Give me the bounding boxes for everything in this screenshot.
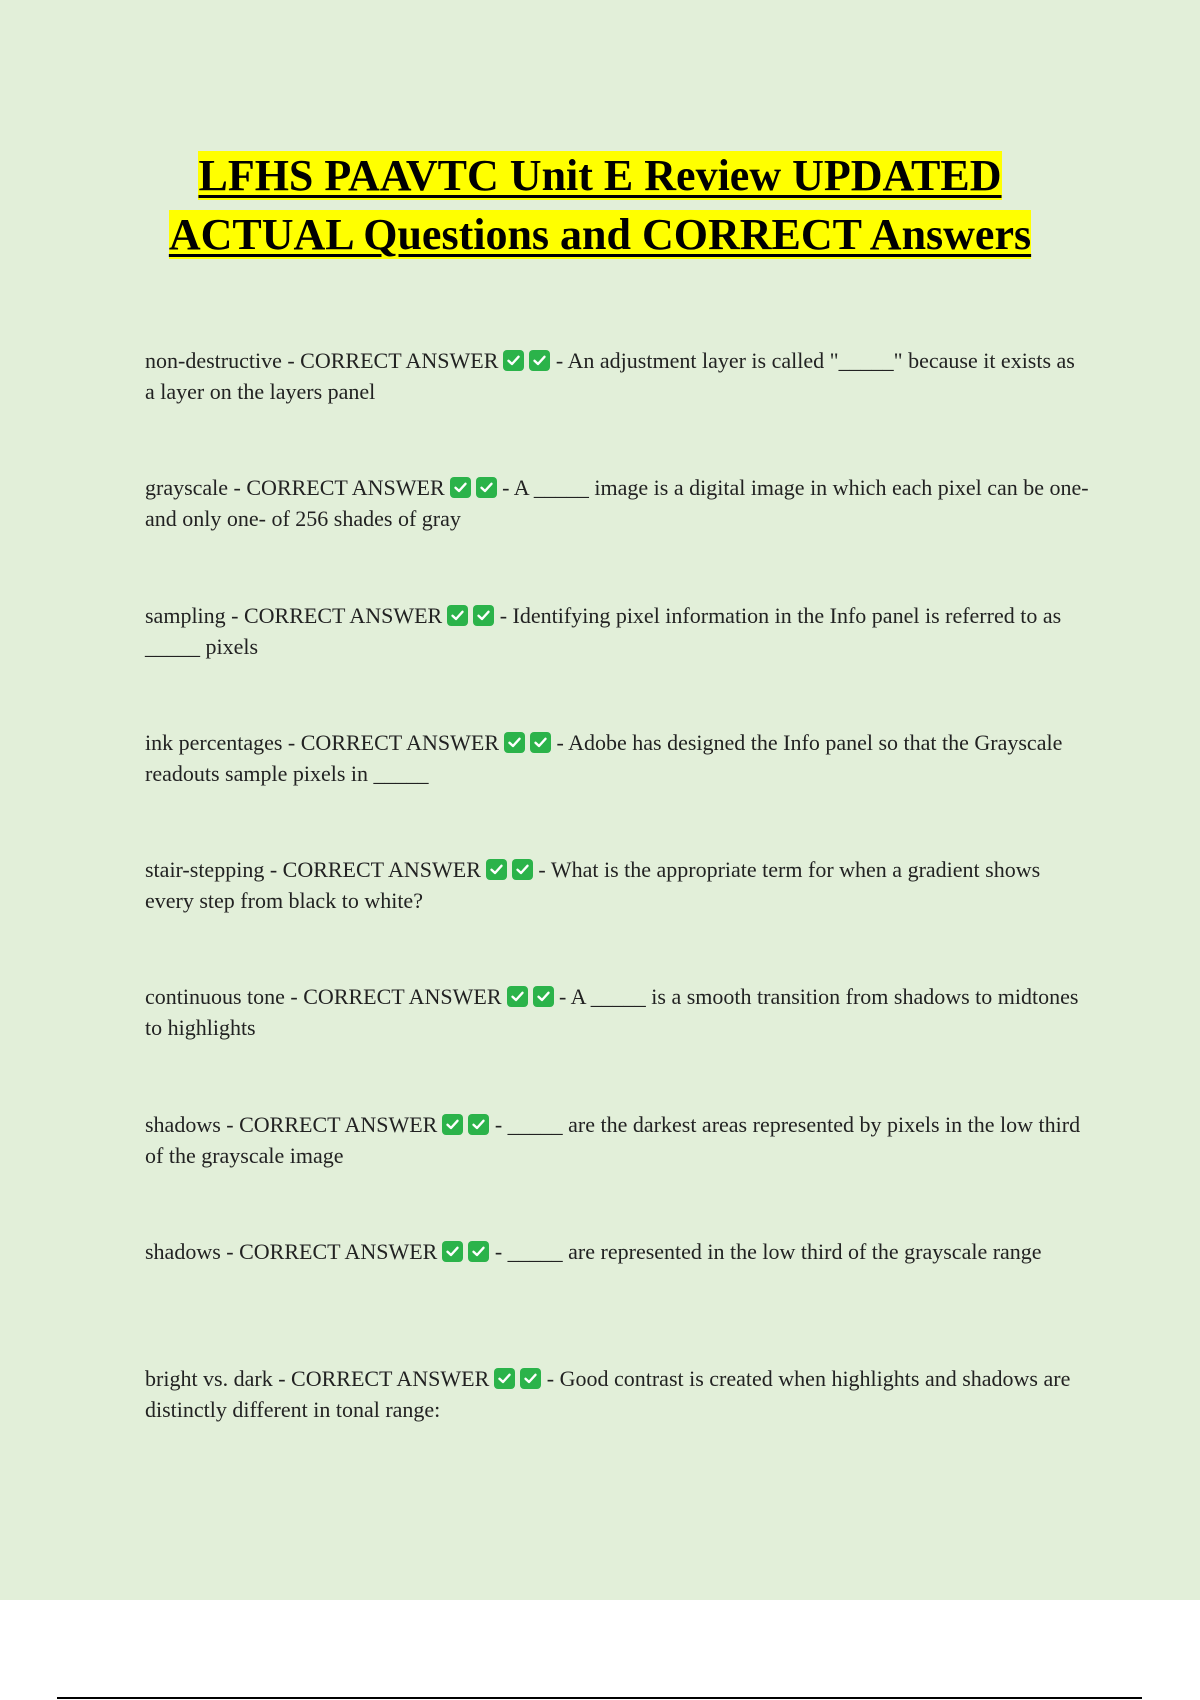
answer-text: shadows - CORRECT ANSWER [145,1239,438,1265]
question-text: - What is the appropriate term for when a gradient shows every step from black to white? [145,857,1041,914]
qa-item [145,472,1090,599]
check-box-icon [468,1241,489,1262]
check-box-icon [530,732,551,753]
answer-text: bright vs. dark - CORRECT ANSWER [145,1366,490,1392]
qa-item [145,1236,1090,1363]
check-box-icon [494,1368,515,1389]
check-box-icon [473,605,494,626]
question-text: - _____ are represented in the low third of the grayscale range [489,1239,1042,1265]
check-box-icon [486,859,507,880]
answer-text: ink percentages - CORRECT ANSWER [145,729,499,755]
answer-text: sampling - CORRECT ANSWER [145,602,443,628]
question-text: - Good contrast is created when highlights and shadows are distinctly different in tonal range: [145,1366,1071,1423]
question-text: - _____ are the darkest areas represented by pixels in the low third of the grayscale image [145,1111,1081,1168]
check-box-icon [442,1114,463,1135]
question-text: - Identifying pixel information in the Info panel is referred to as _____ pixels [145,602,1062,659]
qa-item [145,1363,1090,1490]
footer-rule [57,1697,1142,1699]
qa-item [145,600,1090,727]
question-text: - A _____ image is a digital image in which each pixel can be one-and only one- of 256 shades of gray [145,475,1089,532]
answer-text: grayscale - CORRECT ANSWER [145,475,445,501]
question-text: - A _____ is a smooth transition from shadows to midtones to highlights [145,984,1079,1041]
check-box-icon [468,1114,489,1135]
document-title-text: LFHS PAAVTC Unit E Review UPDATED ACTUAL Questions and CORRECT Answers [168,151,1032,259]
answer-text: non-destructive - CORRECT ANSWER [145,348,499,373]
check-box-icon [442,1241,463,1262]
answer-text: shadows - CORRECT ANSWER [145,1111,438,1137]
check-box-icon [512,859,533,880]
qa-item [145,345,1090,472]
answer-text: stair-stepping - CORRECT ANSWER [145,857,481,883]
answer-text: continuous tone - CORRECT ANSWER [145,984,502,1010]
check-box-icon [529,350,550,371]
check-box-icon [450,477,471,498]
check-box-icon [504,732,525,753]
qa-item [145,981,1090,1108]
check-box-icon [507,986,528,1007]
check-box-icon [520,1368,541,1389]
qa-item [145,854,1090,981]
qa-item [145,1109,1090,1236]
question-text: - An adjustment layer is called "_____" because it exists as a layer on the layers panel [145,348,1075,404]
question-text: - Adobe has designed the Info panel so that the Grayscale readouts sample pixels in _____ [145,729,1063,786]
document-title [150,146,1050,264]
check-box-icon [503,350,524,371]
check-box-icon [447,605,468,626]
check-box-icon [533,986,554,1007]
qa-item [145,727,1090,854]
qa-list [145,345,1090,1491]
check-box-icon [476,477,497,498]
